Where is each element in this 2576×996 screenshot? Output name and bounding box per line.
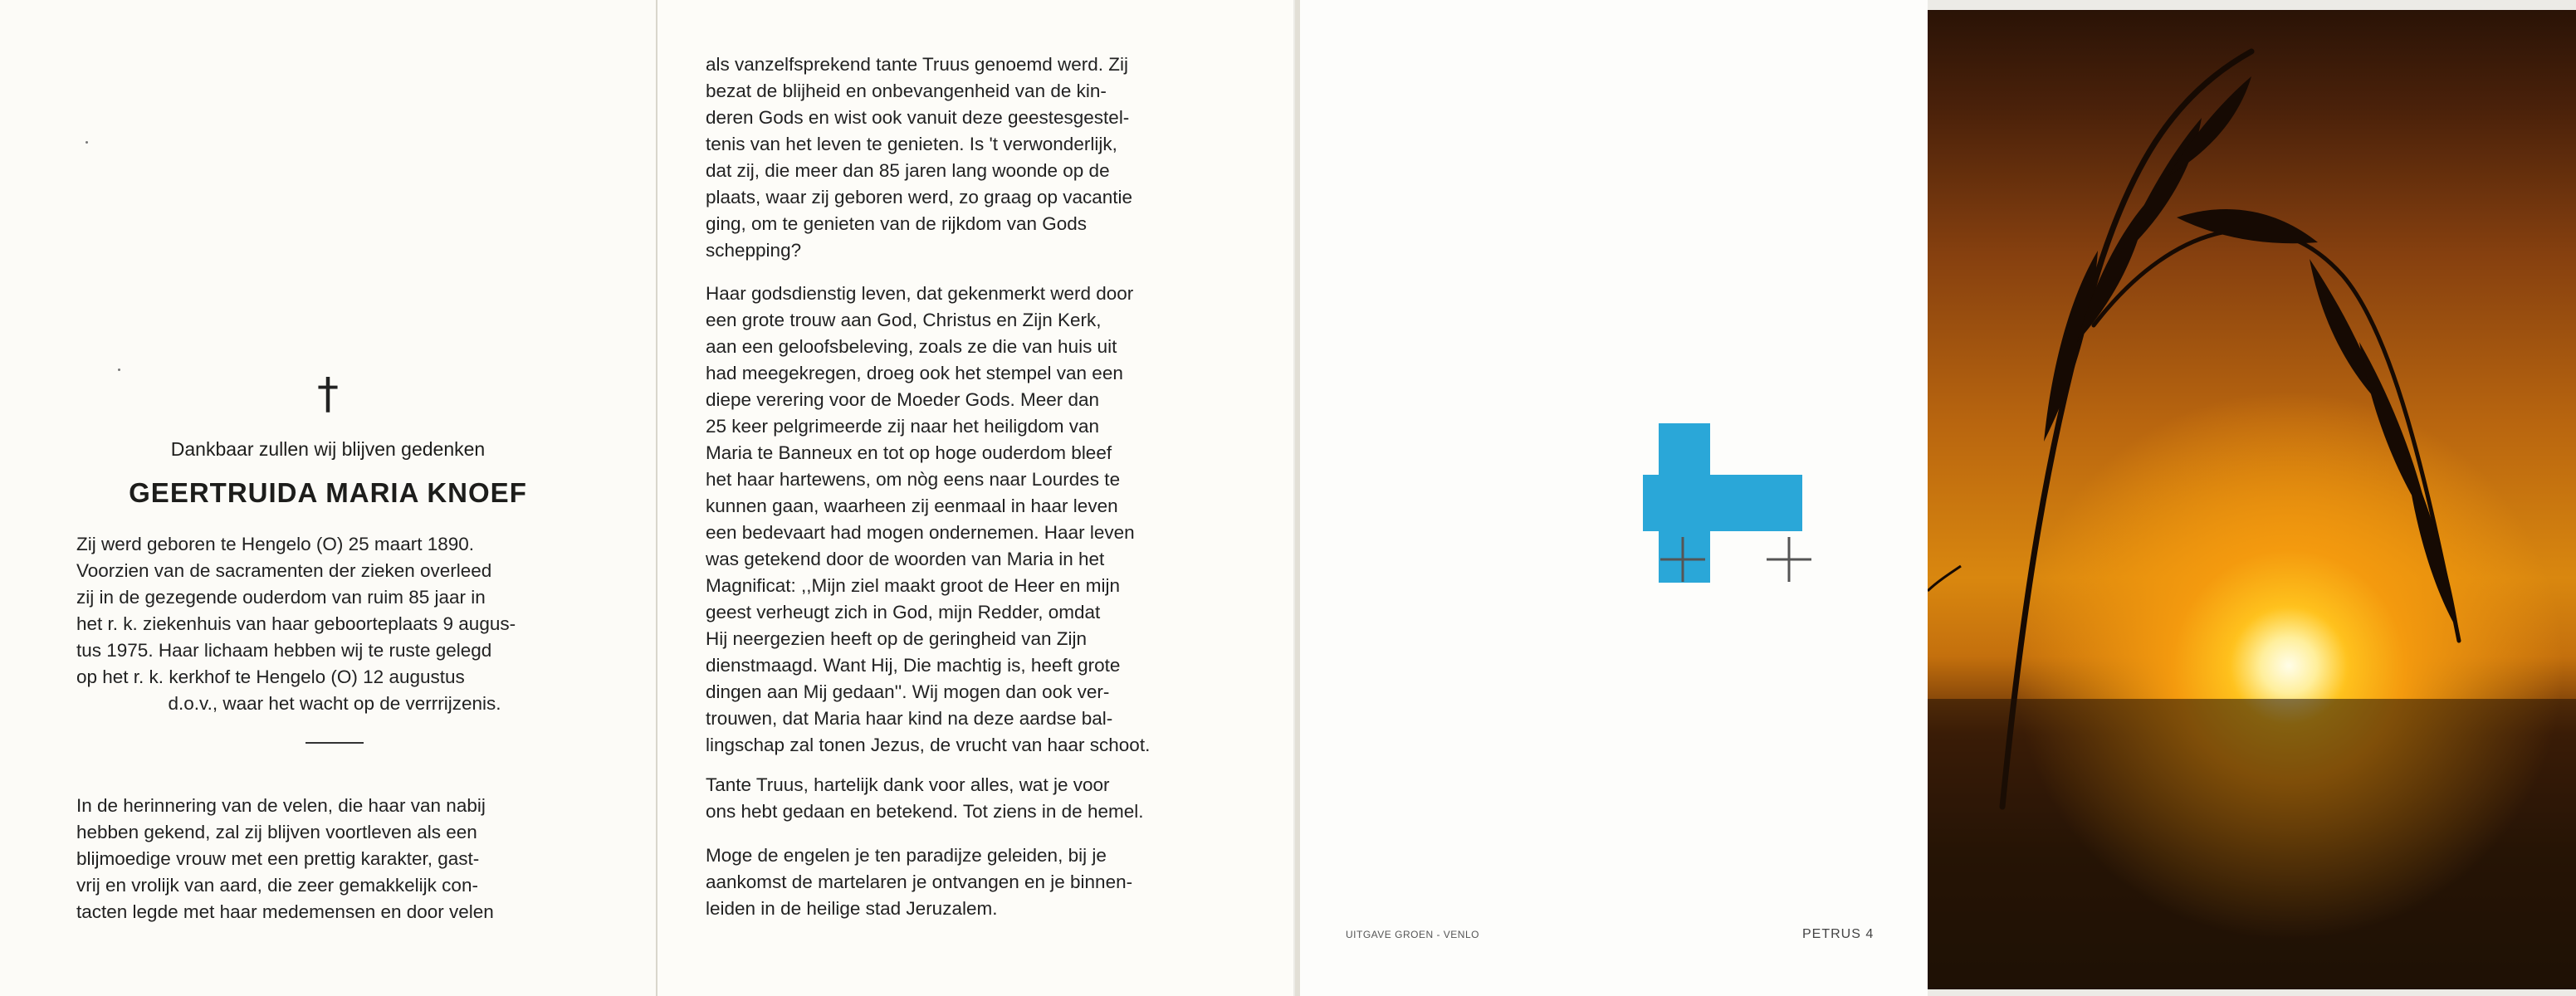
paragraph-3 [706, 772, 1220, 825]
paragraph-line: een bedevaart had mogen ondernemen. Haar leven [706, 522, 1135, 543]
speck [118, 369, 120, 371]
paragraph-line: ons hebt gedaan en betekend. Tot ziens in de hemel. [706, 801, 1144, 822]
paragraph-line: dienstmaagd. Want Hij, Die machtig is, heeft grote [706, 655, 1121, 676]
paragraph-line: tenis van het leven te genieten. Is 't verwonderlijk, [706, 134, 1117, 154]
small-cross-icon [1767, 537, 1811, 582]
paragraph-line: bezat de blijheid en onbevangenheid van de kin- [706, 81, 1107, 101]
paragraph-line: deren Gods en wist ook vanuit deze geestesgestel- [706, 107, 1130, 128]
paragraph-4 [706, 842, 1220, 922]
memory-line: tacten legde met haar medemensen en door velen [76, 901, 494, 922]
grass-silhouette [1928, 10, 2576, 989]
card-panel-emblem [1295, 0, 1928, 996]
card-panel-front [0, 0, 656, 996]
paragraph-line: Hij neergezien heeft op de geringheid van Zijn [706, 628, 1088, 649]
speck [86, 141, 88, 144]
memory-text [76, 793, 593, 925]
paragraph-line: een grote trouw aan God, Christus en Zijn Kerk, [706, 310, 1102, 330]
emblem-svg [1300, 0, 1933, 996]
paragraph-line: Magnificat: ,,Mijn ziel maakt groot de Heer en mijn [706, 575, 1120, 596]
bio-line: d.o.v., waar het wacht op de verrrijzenis. [168, 693, 501, 714]
paragraph-line: leiden in de heilige stad Jeruzalem. [706, 898, 998, 919]
paragraph-line: had meegekregen, droeg ook het stempel van een [706, 363, 1123, 383]
paragraph-line: Tante Truus, hartelijk dank voor alles, wat je voor [706, 774, 1110, 795]
paragraph-line: kunnen gaan, waarheen zij eenmaal in haar leven [706, 496, 1118, 516]
paragraph-line: lingschap zal tonen Jezus, de vrucht van haar schoot. [706, 735, 1151, 755]
publisher-imprint: UITGAVE GROEN - VENLO [1346, 929, 1479, 940]
sunset-photo [1928, 10, 2576, 989]
bio-line: tus 1975. Haar lichaam hebben wij te ruste gelegd [76, 640, 492, 661]
bio-line: Zij werd geboren te Hengelo (O) 25 maart 1890. [76, 534, 475, 554]
bio-line: Voorzien van de sacramenten der zieken overleed [76, 560, 492, 581]
deceased-name: GEERTRUIDA MARIA KNOEF [129, 477, 527, 508]
paragraph-line: geest verheugt zich in God, mijn Redder, omdat [706, 602, 1101, 622]
paragraph-line: het haar hartewens, om nòg eens naar Lourdes te [706, 469, 1121, 490]
paragraph-line: plaats, waar zij geboren werd, zo graag op vacantie [706, 187, 1133, 208]
series-number: PETRUS 4 [1802, 927, 1875, 941]
intro-text: Dankbaar zullen wij blijven gedenken [170, 438, 486, 460]
paragraph-line: was getekend door de woorden van Maria in het [706, 549, 1105, 569]
biography [76, 531, 593, 717]
divider [306, 742, 364, 744]
paragraph-line: schepping? [706, 240, 802, 261]
paragraph-line: ging, om te genieten van de rijkdom van Gods [706, 213, 1088, 234]
bio-line: op het r. k. kerkhof te Hengelo (O) 12 augustus [76, 666, 465, 687]
paragraph-line: aan een geloofsbeleving, zoals ze die van huis uit [706, 336, 1117, 357]
paragraph-line: dat zij, die meer dan 85 jaren lang woonde op de [706, 160, 1110, 181]
paragraph-line: trouwen, dat Maria haar kind na deze aardse bal- [706, 708, 1113, 729]
paragraph-line: als vanzelfsprekend tante Truus genoemd werd. Zij [706, 54, 1129, 75]
paragraph-line: dingen aan Mij gedaan''. Wij mogen dan ook ver- [706, 681, 1110, 702]
memory-line: vrij en vrolijk van aard, die zeer gemakkelijk con- [76, 875, 478, 896]
paragraph-line: Moge de engelen je ten paradijze geleiden, bij je [706, 845, 1107, 866]
paragraph-line: aankomst de martelaren je ontvangen en je binnen- [706, 872, 1133, 892]
paragraph-line: diepe verering voor de Moeder Gods. Meer dan [706, 389, 1100, 410]
memory-line: In de herinnering van de velen, die haar van nabij [76, 795, 486, 816]
bio-line: zij in de gezegende ouderdom van ruim 85 jaar in [76, 587, 486, 608]
paragraph-line: Maria te Banneux en tot op hoge ouderdom bleef [706, 442, 1112, 463]
paragraph-line: 25 keer pelgrimeerde zij naar het heiligdom van [706, 416, 1100, 437]
paragraph-line: Haar godsdienstig leven, dat gekenmerkt werd door [706, 283, 1134, 304]
paragraph-2 [706, 281, 1220, 759]
memory-line: hebben gekend, zal zij blijven voortleven als een [76, 822, 477, 842]
memory-line: blijmoedige vrouw met een prettig karakter, gast- [76, 848, 480, 869]
bio-line: het r. k. ziekenhuis van haar geboorteplaats 9 augus- [76, 613, 516, 634]
paragraph-1 [706, 51, 1220, 264]
cross-icon: † [317, 369, 339, 419]
